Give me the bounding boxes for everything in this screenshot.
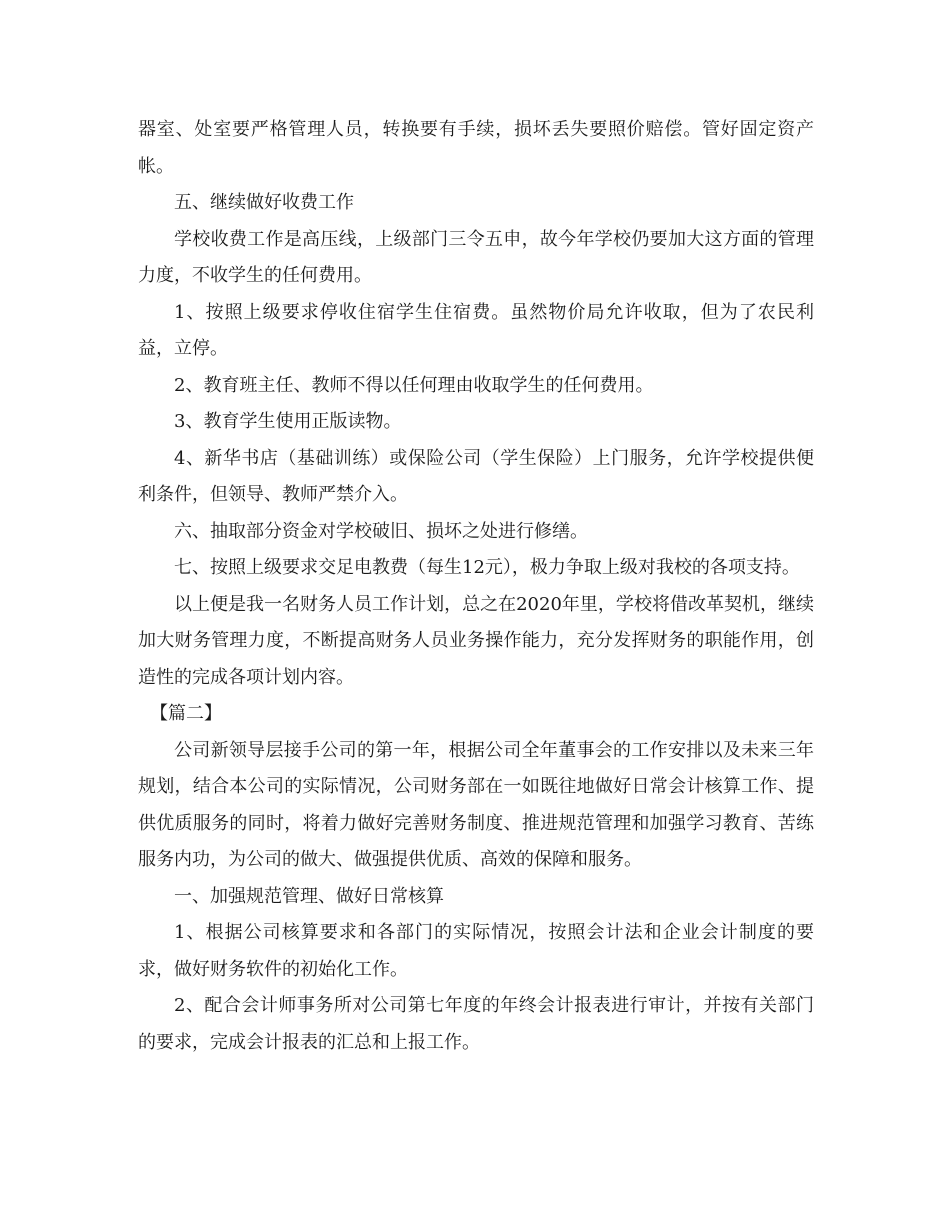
list-item: 1、按照上级要求停收住宿学生住宿费。虽然物价局允许收取，但为了农民利益，立停。 — [138, 301, 814, 359]
section-heading-6: 六、抽取部分资金对学校破旧、损坏之处进行修缮。 — [174, 520, 588, 542]
paragraph: 学校收费工作是高压线，上级部门三令五申，故今年学校仍要加大这方面的管理力度，不收学生的任何费用。 — [138, 228, 814, 286]
list-item: 3、教育学生使用正版读物。 — [174, 411, 402, 432]
paragraph-intro: 公司新领导层接手公司的第一年，根据公司全年董事会的工作安排以及未来三年规划，结合本公司的实际情况，公司财务部在一如既往地做好日常会计核算工作、提供优质服务的同时，将着力做好完善财务制度、推进规范管理和加强学习教育、苦练服务内功，为公司的做大、做强提供优质、高效的保障和服务。 — [138, 739, 814, 870]
paragraph-summary: 以上便是我一名财务人员工作计划，总之在2020年里，学校将借改革契机，继续加大财务管理力度，不断提高财务人员业务操作能力，充分发挥财务的职能作用，创造性的完成各项计划内容。 — [138, 593, 814, 688]
section-heading-1: 一、加强规范管理、做好日常核算 — [174, 885, 444, 907]
list-item: 2、教育班主任、教师不得以任何理由收取学生的任何费用。 — [174, 374, 654, 396]
list-item: 1、根据公司核算要求和各部门的实际情况，按照会计法和企业会计制度的要求，做好财务软件的初始化工作。 — [138, 922, 814, 980]
section-heading-5: 五、继续做好收费工作 — [174, 192, 354, 213]
section-heading-7: 七、按照上级要求交足电教费（每生12元），极力争取上级对我校的各项支持。 — [174, 557, 800, 578]
list-item: 4、新华书店（基础训练）或保险公司（学生保险）上门服务，允许学校提供便利条件，但领导、教师严禁介入。 — [138, 447, 814, 505]
list-item: 2、配合会计师事务所对公司第七年度的年终会计报表进行审计，并按有关部门的要求，完成会计报表的汇总和上报工作。 — [138, 995, 814, 1053]
document-body — [138, 112, 814, 1061]
chapter-heading: 【篇二】 — [150, 703, 222, 724]
paragraph-continuation: 器室、处室要严格管理人员，转换要有手续，损坏丢失要照价赔偿。管好固定资产帐。 — [138, 119, 814, 177]
